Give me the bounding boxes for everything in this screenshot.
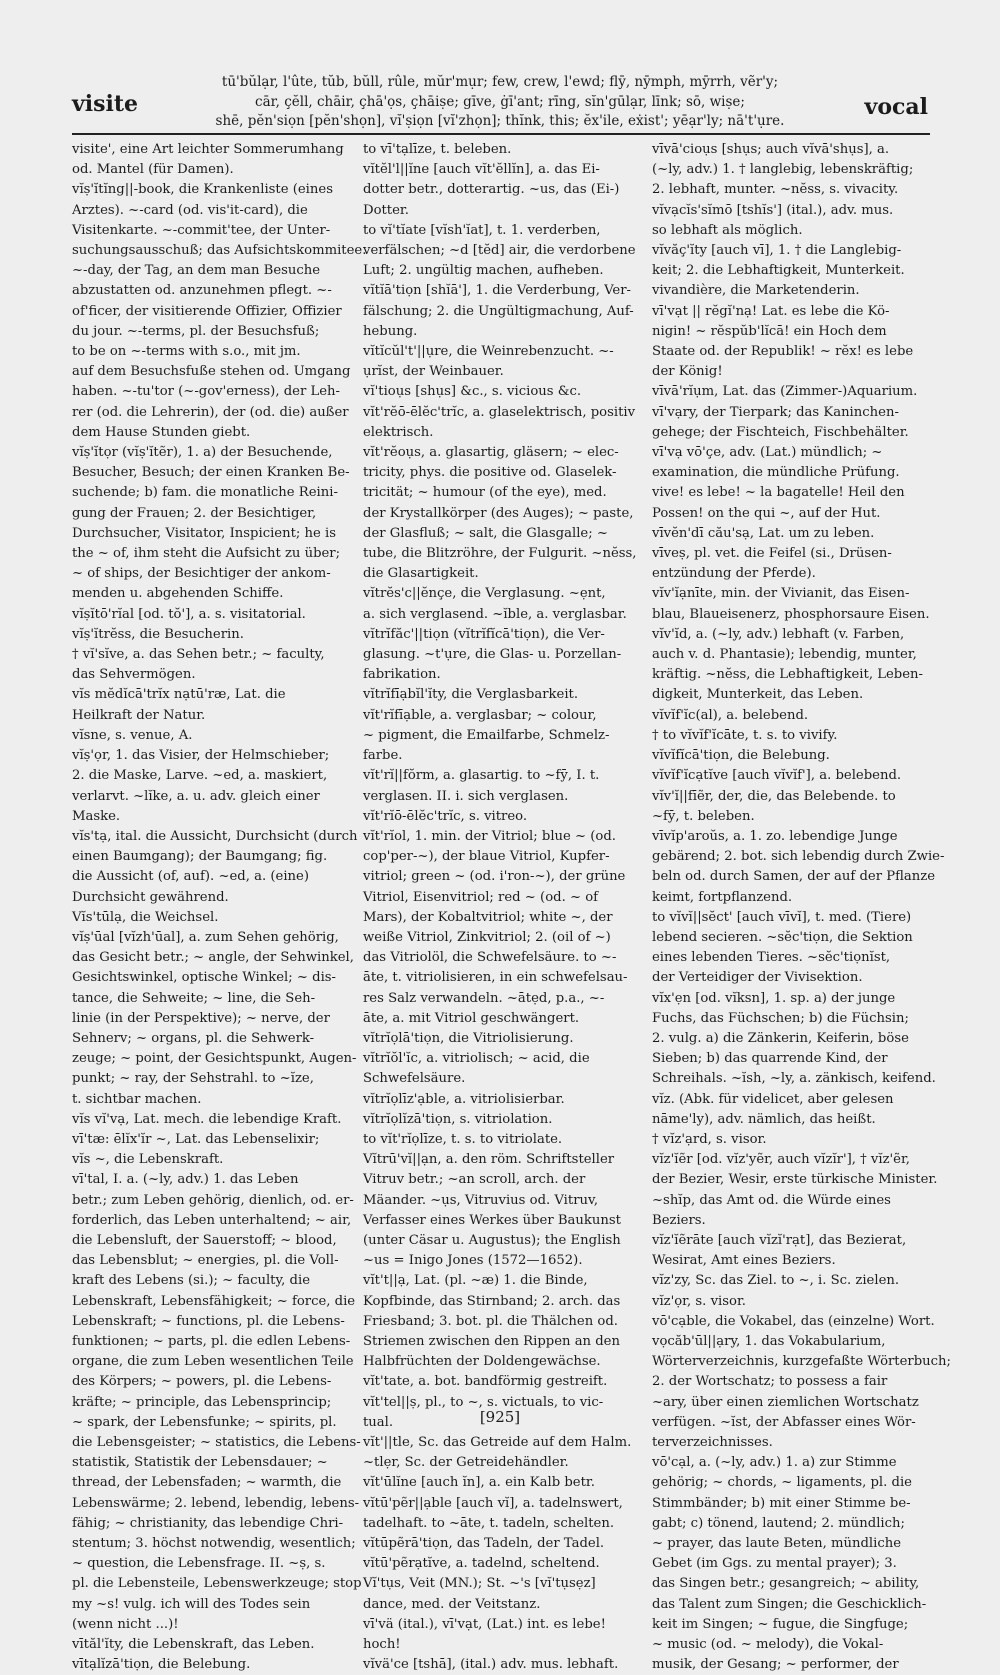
entry-line: Wörterverzeichnis, kurzgefaßte Wörterbuch; <box>652 1354 951 1370</box>
entry-line: vĭz'zy, Sc. das Ziel. to ~, i. Sc. zielen. <box>652 1273 900 1289</box>
entry-line: examination, die mündliche Prüfung. <box>652 465 900 481</box>
last-headword: vocal <box>864 94 928 120</box>
entry-line: ~ of ships, der Besichtiger der ankom- <box>72 566 331 582</box>
entry-line: Durchsucher, Visitator, Inspicient; he is <box>72 525 337 541</box>
entry-line: vĭṣ'ọr, 1. das Visier, der Helmschieber; <box>72 748 330 764</box>
entry-line: vĭt'rĕō-ēlĕc'trĭc, a. glaselektrisch, positiv <box>363 404 636 420</box>
entry-line: ~ary, über einen ziemlichen Wortschatz <box>652 1394 919 1410</box>
entry-line: a. sich verglasend. ~ĭble, a. verglasbar. <box>363 606 627 622</box>
entry-line: die Lebensluft, der Sauerstoff; ~ blood, <box>72 1232 337 1248</box>
entry-line: Beziers. <box>652 1212 706 1228</box>
entry-line: dance, med. der Veitstanz. <box>363 1596 541 1612</box>
entry-line: vĭs ~, die Lebenskraft. <box>72 1152 224 1168</box>
entry-line: ~ pigment, die Emailfarbe, Schmelz- <box>363 727 610 743</box>
entry-line: od. Mantel (für Damen). <box>72 162 234 178</box>
entry-line: vĭt'rĭ||fŏrm, a. glasartig. to ~fȳ, I. t. <box>363 768 600 784</box>
entry-line: verfälschen; ~d [tĕd] air, die verdorbene <box>363 243 636 259</box>
entry-line: vĭvĭfĭcā'tiọn, die Belebung. <box>652 748 830 764</box>
entry-line: die Lebensgeister; ~ statistics, die Lebens- <box>72 1435 361 1450</box>
entry-line: vive! es lebe! ~ la bagatelle! Heil den <box>652 485 905 501</box>
entry-line: vīveṣ, pl. vet. die Feifel (si., Drüsen- <box>652 546 892 562</box>
header-rule <box>72 133 930 135</box>
entry-line: vitriol; green ~ (od. i'ron-~), der grüne <box>363 869 626 885</box>
entry-line: vĭtrĭọlā'tiọn, die Vitriolisierung. <box>363 1030 574 1046</box>
entry-line: gebärend; 2. bot. sich lebendig durch Zwie- <box>652 849 945 865</box>
entry-line: Luft; 2. ungültig machen, aufheben. <box>363 263 604 279</box>
entry-line: haben. ~-tu'tor (~-gov'erness), der Leh- <box>72 384 340 400</box>
entry-line: to be on ~-terms with s.o., mit jm. <box>72 344 301 360</box>
entry-line: tube, die Blitzröhre, der Fulgurit. ~nĕss, <box>363 546 637 562</box>
entry-line: vĭtūpẽrā'tiọn, das Tadeln, der Tadel. <box>363 1536 605 1552</box>
entry-line: Lebenskraft; ~ functions, pl. die Lebens- <box>72 1313 345 1329</box>
entry-line: vivandière, die Marketenderin. <box>652 283 860 299</box>
entry-line: farbe. <box>363 748 403 764</box>
entry-line: † to vĭvĭf'ĭcāte, t. s. to vivify. <box>652 727 838 743</box>
guide-line-1: tū'bŭlạr, l'ûte, tŭb, bŭll, rûle, mŭr'mụr; few, crew, l'ewd; flȳ, nȳmph, mȳrrh, vẽr'y; <box>221 74 779 90</box>
entry-line: Mäander. ~ụs, Vitruvius od. Vitruv, <box>363 1192 599 1208</box>
entry-line: vĭtĭā'tiọn [shĭā'], 1. die Verderbung, Ver- <box>363 283 631 299</box>
entry-line: (~ly, adv.) 1. † langlebig, lebenskräftig; <box>652 162 914 178</box>
entry-line: stentum; 3. höchst notwendig, wesentlich; <box>72 1536 356 1552</box>
entry-line: tadelhaft. to ~āte, t. tadeln, schelten. <box>363 1515 615 1531</box>
entry-line: Vĭ'tụs, Veit (MN.); St. ~'s [vĭ'tụsẹz] <box>363 1576 596 1592</box>
entry-line: vĭt'rĭō-ēlĕc'trĭc, s. vitreo. <box>363 808 528 824</box>
entry-line: auch v. d. Phantasie); lebendig, munter, <box>652 647 917 663</box>
entry-line: dem Hause Stunden giebt. <box>72 424 251 440</box>
entry-line: the ~ of, ihm steht die Aufsicht zu über; <box>72 546 341 562</box>
entry-line: vĭtū'pẽrạtĭve, a. tadelnd, scheltend. <box>363 1556 600 1572</box>
entry-line: verfügen. ~ĭst, der Abfasser eines Wör- <box>652 1414 916 1430</box>
entry-line: das Singen betr.; gesangreich; ~ ability, <box>652 1576 920 1592</box>
entry-line: Maske. <box>72 808 121 824</box>
entry-line: to vī'tạlīze, t. beleben. <box>363 142 512 157</box>
page-number: [925] <box>479 1408 521 1426</box>
entry-line: Besucher, Besuch; der einen Kranken Be- <box>72 465 350 481</box>
entry-line: vīvā'rĭụm, Lat. das (Zimmer-)Aquarium. <box>652 384 918 400</box>
entry-line: Dotter. <box>363 202 409 218</box>
entry-line: vī'tæ: ēlĭx'ĭr ~, Lat. das Lebenselixir; <box>72 1131 320 1147</box>
entry-line: Mars), der Kobaltvitriol; white ~, der <box>363 909 613 925</box>
entry-line: vītăl'ĭty, die Lebenskraft, das Leben. <box>72 1637 315 1653</box>
entry-line: vī'vạry, der Tierpark; das Kaninchen- <box>652 404 899 420</box>
entry-line: die Aussicht (of, auf). ~ed, a. (eine) <box>72 869 309 885</box>
column-right <box>652 140 951 1673</box>
entry-line: Staate od. der Republik! ~ rĕx! es lebe <box>652 344 914 360</box>
entry-line: das Sehvermögen. <box>72 667 196 683</box>
entry-line: vĭtrĭọlīz'ạble, a. vitriolisierbar. <box>363 1091 565 1107</box>
entry-line: 2. lebhaft, munter. ~nĕss, s. vivacity. <box>652 182 899 198</box>
entry-line: rer (od. die Lehrerin), der (od. die) außer <box>72 404 349 420</box>
entry-line: Gesichtswinkel, optische Winkel; ~ dis- <box>72 970 337 986</box>
entry-line: terverzeichnisses. <box>652 1435 773 1450</box>
entry-line: 2. vulg. a) die Zänkerin, Keiferin, böse <box>652 1030 909 1046</box>
entry-line: punkt; ~ ray, der Sehstrahl. to ~ĭze, <box>72 1071 314 1087</box>
entry-line: glasung. ~t'ụre, die Glas- u. Porzellan- <box>363 647 622 663</box>
entry-line: tual. <box>363 1414 394 1430</box>
entry-line: thread, der Lebensfaden; ~ warmth, die <box>72 1475 342 1491</box>
entry-line: Durchsicht gewährend. <box>72 889 229 905</box>
entry-line: vĭt'rĭfīạble, a. verglasbar; ~ colour, <box>363 707 597 723</box>
entry-line: ~-day, der Tag, an dem man Besuche <box>72 263 321 279</box>
entry-line: Schreihals. ~ĭsh, ~ly, a. zänkisch, keifend. <box>652 1071 936 1087</box>
entry-line: tricität; ~ humour (of the eye), med. <box>363 485 607 501</box>
entry-line: lebend secieren. ~sĕc'tiọn, die Sektion <box>652 929 913 945</box>
entry-line: vī'vạt || rĕgĭ'nạ! Lat. es lebe die Kö- <box>652 303 890 319</box>
entry-line: Heilkraft der Natur. <box>72 707 206 723</box>
entry-line: vĭt'ūlĭne [auch ĭn], a. ein Kalb betr. <box>363 1475 595 1491</box>
entry-line: das Gesicht betr.; ~ angle, der Sehwinkel, <box>72 950 354 966</box>
entry-line: 2. der Wortschatz; to possess a fair <box>652 1374 888 1390</box>
entry-line: āte, t. vitriolisieren, in ein schwefelsau- <box>363 970 628 986</box>
entry-line: vĭvăç'ĭty [auch vī], 1. † die Langlebig- <box>652 243 902 259</box>
entry-line: gabt; c) tönend, lautend; 2. mündlich; <box>652 1515 905 1531</box>
entry-line: vĭz'ọr, s. visor. <box>652 1293 746 1309</box>
entry-line: vĭtrĭfīạbĭl'ĭty, die Verglasbarkeit. <box>363 687 579 703</box>
entry-line: der Glasfluß; ~ salt, die Glasgalle; ~ <box>363 525 608 541</box>
entry-line: vĭs mĕdĭcā'trĭx nạtū'ræ, Lat. die <box>72 687 286 703</box>
guide-line-3: shē, pĕn'siọn [pĕn'shọn], vĭ'ṣiọn [vĭ'zhọn]; thĭnk, this; ĕx'ile, eẋist'; yēạr'ly; nā't'ụre. <box>215 113 785 129</box>
entry-line: linie (in der Perspektive); ~ nerve, der <box>72 1010 330 1026</box>
entry-line: nāme'ly), adv. nämlich, das heißt. <box>652 1111 876 1127</box>
entry-line: vĭt'tate, a. bot. bandförmig gestreift. <box>363 1374 608 1390</box>
entry-line: vĭtrĕs'c||ĕnçe, die Verglasung. ~ẹnt, <box>363 586 606 602</box>
entry-line: Schwefelsäure. <box>363 1071 466 1087</box>
entry-line: Striemen zwischen den Rippen an den <box>363 1333 620 1349</box>
entry-line: Vitriol, Eisenvitriol; red ~ (od. ~ of <box>363 889 599 905</box>
entry-line: das Talent zum Singen; die Geschicklich- <box>652 1596 927 1612</box>
entry-line: der Verteidiger der Vivisektion. <box>652 970 863 986</box>
entry-line: my ~s! vulg. ich will des Todes sein <box>72 1596 311 1612</box>
entry-line: nigin! ~ rĕspŭb'lĭcā! ein Hoch dem <box>652 323 887 339</box>
entry-line: pl. die Lebensteile, Lebenswerkzeuge; stop <box>72 1576 362 1592</box>
entry-line: vī'vạ vō'çe, adv. (Lat.) mündlich; ~ <box>652 445 883 461</box>
column-left <box>72 140 367 1673</box>
entry-line: kräfte; ~ principle, das Lebensprincip; <box>72 1394 332 1410</box>
entry-line: Friesband; 3. bot. pl. die Thälchen od. <box>363 1313 618 1329</box>
entry-line: kraft des Lebens (si.); ~ faculty, die <box>72 1273 311 1289</box>
entry-line: Verfasser eines Werkes über Baukunst <box>363 1212 621 1228</box>
entry-line: Kopfbinde, das Stirnband; 2. arch. das <box>363 1293 621 1309</box>
entry-line: vĭtrĭfăc'||tiọn (vĭtrĭfĭcā'tiọn), die Ver- <box>363 626 605 642</box>
entry-line: vĭz. (Abk. für videlicet, aber gelesen <box>652 1091 894 1107</box>
entry-line: dotter betr., dotterartig. ~us, das (Ei-) <box>363 182 620 198</box>
entry-line: ụrĭst, der Weinbauer. <box>363 364 504 380</box>
entry-line: musik, der Gesang; ~ performer, der <box>652 1657 899 1673</box>
entry-line: Vĭtrū'vĭ||ạn, a. den röm. Schriftsteller <box>363 1152 615 1168</box>
entry-line: Possen! on the qui ~, auf der Hut. <box>652 505 881 521</box>
entry-line: vĭv'ĭạnīte, min. der Vivianit, das Eisen- <box>652 586 910 602</box>
entry-line: Visitenkarte. ~-commit'tee, der Unter- <box>72 222 331 238</box>
entry-line: t. sichtbar machen. <box>72 1091 202 1107</box>
entry-line: vīvā'cioụs [shụs; auch vĭvā'shụs], a. <box>652 142 890 157</box>
entry-line: ~fȳ, t. beleben. <box>652 808 755 824</box>
entry-line: vĭv'ĭ||fīẽr, der, die, das Belebende. to <box>652 788 896 804</box>
entry-line: funktionen; ~ parts, pl. die edlen Lebens- <box>72 1333 351 1349</box>
entry-line: Halbfrüchten der Doldengewächse. <box>363 1354 601 1370</box>
entry-line: ~ spark, der Lebensfunke; ~ spirits, pl. <box>72 1414 337 1430</box>
entry-line: digkeit, Munterkeit, das Leben. <box>652 687 864 703</box>
entry-line: vĭsne, s. venue, A. <box>72 727 193 743</box>
entry-line: (wenn nicht ...)! <box>72 1616 179 1632</box>
entry-line: vĭṣ'ĭtĭng||-book, die Krankenliste (eines <box>72 182 333 198</box>
entry-line: vọcăb'ūl||ạry, 1. das Vokabularium, <box>652 1333 886 1349</box>
entry-line: fabrikation. <box>363 667 441 683</box>
entry-line: vĭtrĭŏl'ĭc, a. vitriolisch; ~ acid, die <box>363 1051 590 1067</box>
entry-line: hoch! <box>363 1637 401 1653</box>
entry-line: res Salz verwandeln. ~ātẹd, p.a., ~- <box>363 990 605 1006</box>
entry-line: † vĭ'sĭve, a. das Sehen betr.; ~ faculty, <box>72 647 325 663</box>
entry-line: Lebenswärme; 2. lebend, lebendig, lebens- <box>72 1495 360 1511</box>
entry-line: vīvĭp'aroŭs, a. 1. zo. lebendige Junge <box>652 828 898 844</box>
entry-line: vĭṣ'ūal [vĭzh'ūal], a. zum Sehen gehörig, <box>72 929 339 945</box>
entry-line: zeuge; ~ point, der Gesichtspunkt, Augen- <box>72 1051 357 1067</box>
entry-line: vĭtrĭọlĭzā'tiọn, s. vitriolation. <box>363 1111 553 1127</box>
entry-line: so lebhaft als möglich. <box>652 222 803 238</box>
entry-line: keit; 2. die Lebhaftigkeit, Munterkeit. <box>652 263 905 279</box>
guide-line-2: cār, çĕll, chāir, çhā'ọs, çhāiṣe; gīve, ġī'ant; rīng, sĭn'gūlạr, līnk; sō, wiṣe; <box>255 94 745 110</box>
first-headword: visite <box>72 91 139 117</box>
entry-line: der Krystallkörper (des Auges); ~ paste, <box>363 505 634 521</box>
entry-line: vō'cạble, die Vokabel, das (einzelne) Wort. <box>652 1313 935 1329</box>
entry-line: ~ question, die Lebensfrage. II. ~ṣ, s. <box>72 1556 326 1572</box>
entry-line: Sieben; b) das quarrende Kind, der <box>652 1051 888 1067</box>
entry-line: Wesirat, Amt eines Beziers. <box>652 1253 836 1269</box>
entry-line: eines lebenden Tieres. ~sĕc'tiọnĭst, <box>652 950 891 966</box>
entry-line: keit im Singen; ~ fugue, die Singfuge; <box>652 1616 909 1632</box>
entry-line: to vĭt'rĭọlīze, t. s. to vitriolate. <box>363 1131 563 1147</box>
entry-line: ~ prayer, das laute Beten, mündliche <box>652 1536 902 1552</box>
entry-line: forderlich, das Leben unterhaltend; ~ air, <box>72 1212 352 1228</box>
entry-line: vĭz'ĭẽr [od. vĭz'yẽr, auch vĭzĭr'], † vĭz'ẽr, <box>652 1152 910 1168</box>
entry-line: vĭt'rĭol, 1. min. der Vitriol; blue ~ (od. <box>363 828 617 844</box>
entry-line: vĭtĭcŭl't'||ụre, die Weinrebenzucht. ~- <box>363 344 614 360</box>
entry-line: das Lebensblut; ~ energies, pl. die Voll- <box>72 1253 339 1269</box>
entry-line: Vitruv betr.; ~an scroll, arch. der <box>363 1172 586 1188</box>
entry-line: ~shĭp, das Amt od. die Würde eines <box>652 1192 891 1208</box>
entry-line: betr.; zum Leben gehörig, dienlich, od. er- <box>72 1192 354 1208</box>
entry-line: vĭv'ĭd, a. (~ly, adv.) lebhaft (v. Farben, <box>652 626 905 642</box>
entry-line: beln od. durch Samen, der auf der Pflanze <box>652 869 935 885</box>
entry-line: vĭt'rĕoụs, a. glasartig, gläsern; ~ elec- <box>363 445 619 461</box>
entry-line: entzündung der Pferde). <box>652 566 816 582</box>
entry-line: tricity, phys. die positive od. Glaselek- <box>363 465 617 481</box>
entry-line: vĭvạcĭs'sĭmō [tshĭs'] (ital.), adv. mus. <box>652 202 894 218</box>
entry-line: keimt, fortpflanzend. <box>652 889 793 905</box>
entry-line: vĭṣ'ĭtrĕss, die Besucherin. <box>72 626 244 642</box>
entry-line: vĭt'||tle, Sc. das Getreide auf dem Halm. <box>363 1435 632 1450</box>
entry-line: Lebenskraft, Lebensfähigkeit; ~ force, die <box>72 1293 356 1309</box>
entry-line: vīvĕn'dī cău'sạ, Lat. um zu leben. <box>652 525 875 541</box>
entry-line: der Bezier, Wesir, erste türkische Minister. <box>652 1172 938 1188</box>
entry-line: ~tlẹr, Sc. der Getreidehändler. <box>363 1455 569 1471</box>
entry-line: vĭ'tioụs [shụs] &c., s. vicious &c. <box>363 384 582 400</box>
entry-line: elektrisch. <box>363 424 434 440</box>
entry-line: suchungsausschuß; das Aufsichtskommitee. <box>72 243 367 259</box>
entry-line: vī'vä (ital.), vī'vạt, (Lat.) int. es lebe! <box>363 1616 606 1632</box>
entry-line: auf dem Besuchsfuße stehen od. Umgang <box>72 364 351 380</box>
entry-line: vĭtĕl'l||ĭne [auch vĭt'ĕllĭn], a. das Ei- <box>363 162 600 178</box>
entry-line: vĭs vĭ'vạ, Lat. mech. die lebendige Kraft. <box>72 1111 342 1127</box>
entry-line: menden u. abgehenden Schiffe. <box>72 586 284 602</box>
entry-line: der König! <box>652 364 723 380</box>
entry-line: vĭtū'pẽr||ạble [auch vĭ], a. tadelnswert, <box>363 1495 623 1511</box>
entry-line: verlarvt. ~lĭke, a. u. adv. gleich einer <box>72 788 320 804</box>
entry-line: die Glasartigkeit. <box>363 566 479 582</box>
entry-line: Vĭs'tūlạ, die Weichsel. <box>72 909 219 925</box>
entry-line: verglasen. II. i. sich verglasen. <box>363 788 569 804</box>
entry-line: visite', eine Art leichter Sommerumhang <box>72 142 344 157</box>
entry-line: hebung. <box>363 323 418 339</box>
entry-line: vĭṣĭtō'rĭal [od. tŏ'], a. s. visitatorial. <box>72 606 306 622</box>
entry-line: vō'cạl, a. (~ly, adv.) 1. a) zur Stimme <box>652 1455 897 1471</box>
entry-line: einen Baumgang); der Baumgang; fig. <box>72 849 328 865</box>
entry-line: Arztes). ~-card (od. vis'it-card), die <box>72 202 308 218</box>
entry-line: vĭs'tạ, ital. die Aussicht, Durchsicht (durch <box>72 828 358 844</box>
entry-line: organe, die zum Leben wesentlichen Teile <box>72 1354 354 1370</box>
entry-line: vĭx'ẹn [od. vĭksn], 1. sp. a) der junge <box>652 990 896 1006</box>
entry-line: gung der Frauen; 2. der Besichtiger, <box>72 505 317 521</box>
entry-line: Gebet (im Ggs. zu mental prayer); 3. <box>652 1556 897 1572</box>
entry-line: vĭvĭf'ĭcạtĭve [auch vĭvĭf'], a. belebend. <box>652 768 902 784</box>
entry-line: to vĭ'tĭate [vĭsh'ĭat], t. 1. verderben, <box>363 222 601 238</box>
entry-line: vĭt'tel||ṣ, pl., to ~, s. victuals, to vic- <box>363 1394 604 1410</box>
entry-line: Sehnerv; ~ organs, pl. die Sehwerk- <box>72 1030 315 1046</box>
entry-line: statistik, Statistik der Lebensdauer; ~ <box>72 1455 328 1471</box>
entry-line: (unter Cäsar u. Augustus); the English <box>363 1232 621 1248</box>
entry-line: āte, a. mit Vitriol geschwängert. <box>363 1010 580 1026</box>
entry-line: vĭt't||ạ, Lat. (pl. ~æ) 1. die Binde, <box>363 1273 588 1289</box>
entry-line: vĭṣ'ĭtọr (vĭṣ'ĭtẽr), 1. a) der Besuchende, <box>72 445 333 461</box>
entry-line: ~us = Inigo Jones (1572—1652). <box>363 1253 583 1269</box>
entry-line: du jour. ~-terms, pl. der Besuchsfuß; <box>72 323 320 339</box>
entry-line: † vĭz'ạrd, s. visor. <box>652 1131 767 1147</box>
entry-line: vītạlĭzā'tiọn, die Belebung. <box>72 1657 251 1673</box>
entry-line: vī'tal, I. a. (~ly, adv.) 1. das Leben <box>72 1172 299 1188</box>
entry-line: des Körpers; ~ powers, pl. die Lebens- <box>72 1374 332 1390</box>
entry-line: 2. die Maske, Larve. ~ed, a. maskiert, <box>72 768 328 784</box>
entry-line: das Vitriolöl, die Schwefelsäure. to ~- <box>363 950 617 966</box>
entry-line: suchende; b) fam. die monatliche Reini- <box>72 485 338 501</box>
entry-line: of'ficer, der visitierende Offizier, Offizier <box>72 303 342 319</box>
entry-line: gehege; der Fischteich, Fischbehälter. <box>652 424 909 440</box>
entry-line: vĭz'ĭẽrāte [auch vĭzĭ'rạt], das Bezierat, <box>652 1232 907 1248</box>
entry-line: weiße Vitriol, Zinkvitriol; 2. (oil of ~) <box>363 929 611 945</box>
entry-line: vĭvä'ce [tshā], (ital.) adv. mus. lebhaft. <box>363 1657 619 1673</box>
entry-line: Stimmbänder; b) mit einer Stimme be- <box>652 1495 911 1511</box>
entry-line: Fuchs, das Füchschen; b) die Füchsin; <box>652 1010 909 1026</box>
entry-line: fähig; ~ christianity, das lebendige Chri- <box>72 1515 344 1531</box>
entry-line: abzustatten od. anzunehmen pflegt. ~- <box>72 283 332 299</box>
entry-line: tance, die Sehweite; ~ line, die Seh- <box>72 990 316 1006</box>
entry-line: to vĭvĭ||sĕct' [auch vīvĭ], t. med. (Tiere) <box>652 909 912 925</box>
entry-line: gehörig; ~ chords, ~ ligaments, pl. die <box>652 1475 912 1491</box>
entry-line: fälschung; 2. die Ungültigmachung, Auf- <box>363 303 634 319</box>
entry-line: ~ music (od. ~ melody), die Vokal- <box>652 1637 884 1653</box>
entry-line: kräftig. ~nĕss, die Lebhaftigkeit, Leben- <box>652 667 923 683</box>
entry-line: cop'per-~), der blaue Vitriol, Kupfer- <box>363 849 610 865</box>
entry-line: blau, Blaueisenerz, phosphorsaure Eisen. <box>652 606 930 622</box>
entry-line: vĭvĭf'ĭc(al), a. belebend. <box>652 707 809 723</box>
